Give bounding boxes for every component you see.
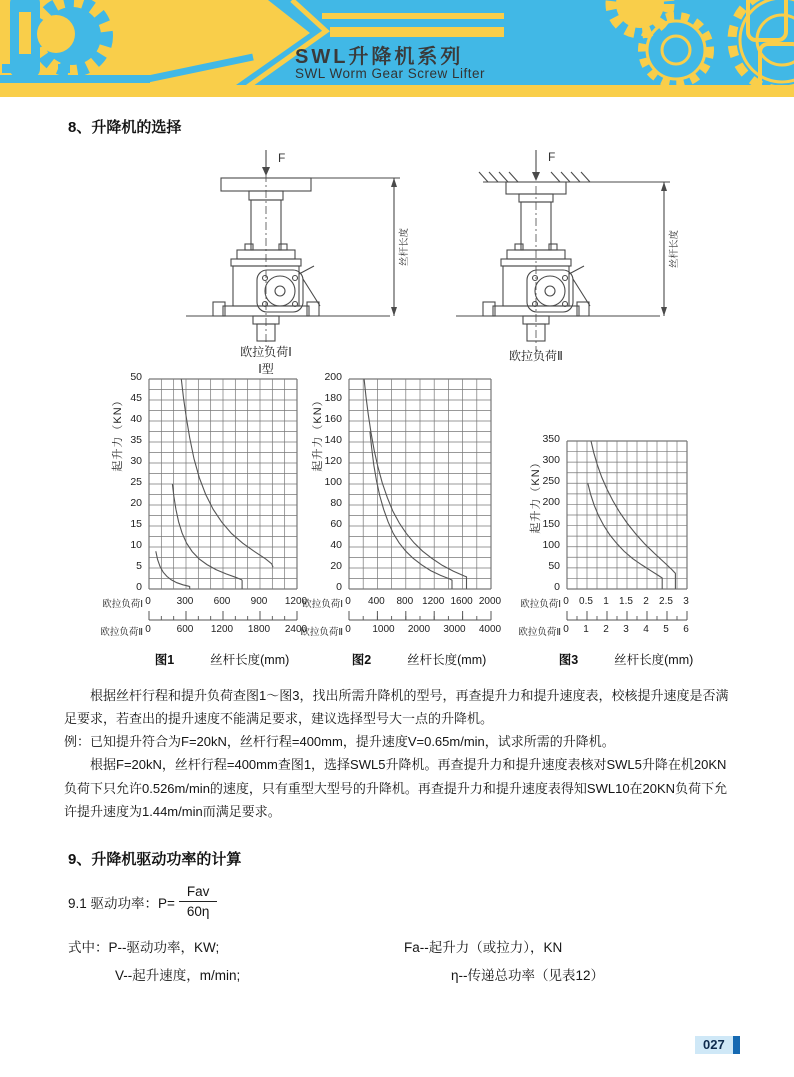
x-tick-label: 2000 [407,624,431,635]
data-curve [181,379,273,567]
y-tick-label: 0 [554,581,560,593]
drawing-left-type: Ⅰ型 [258,362,274,376]
section-8-title: 8、升降机的选择 [68,119,182,136]
y-tick-label: 250 [542,475,560,488]
drawing-left-caption: 欧拉负荷Ⅰ [240,345,292,359]
lifter-drawing-load1 [158,146,428,361]
y-tick-label: 300 [542,454,560,467]
x-tick-label: 3 [623,624,629,635]
figure-label: 图1 [154,653,175,667]
x-tick-label: 4000 [478,624,502,635]
x-axis-row-label: 欧拉负荷Ⅰ [102,599,143,610]
y-tick-label: 15 [130,518,142,530]
y-tick-label: 10 [130,539,142,551]
x-tick-label: 300 [176,596,194,607]
y-tick-label: 20 [130,497,142,509]
legend-v: V--起升速度，m/min; [115,968,241,984]
paragraph-1: 根据丝杆行程和提升负荷查图1～图3，找出所需升降机的型号，再查提升力和提升速度表，校核提升速度是否满足要求，若查出的提升速度不能满足要求，建议选择型号大一点的升降机。 [64,688,729,727]
data-curve [370,432,452,590]
page-header [0,0,794,97]
x-tick-label: 3000 [443,624,466,635]
legend-eta: η--传递总功率（见表12） [451,968,605,984]
chart-plot-fig2 [348,378,492,590]
x-axis-title: 丝杆长度(mm) [210,653,290,667]
formula-fraction [179,884,218,919]
chart-caption [526,650,726,668]
page-title: SWL升降机系列 [295,46,464,68]
y-tick-label: 180 [324,392,342,404]
x-tick-label: 2.5 [659,596,673,607]
x-axis-row-label: 欧拉负荷Ⅱ [100,627,143,638]
chart-plot-fig3 [566,440,688,590]
formula-denominator: 60η [186,904,210,919]
y-tick-label: 140 [324,434,342,446]
x-tick-label: 1.5 [619,596,633,607]
dim-label: 丝杆长度 [399,227,410,267]
y-tick-label: 50 [548,559,560,572]
x-axis-title: 丝杆长度(mm) [407,653,487,667]
x-axis-ruler [566,611,688,622]
chart-caption [308,650,530,668]
formula-label: 9.1 驱动功率：P= [68,895,175,911]
x-tick-label: 4 [643,624,649,635]
y-tick-label: 40 [130,413,142,425]
power-formula [68,884,217,919]
x-tick-label: 1200 [284,596,308,607]
x-axis-row-label: 欧拉负荷Ⅰ [302,599,343,610]
x-tick-label: 2 [643,596,649,607]
y-tick-label: 40 [330,539,342,551]
x-axis-title: 丝杆长度(mm) [614,653,694,667]
x-tick-label: 1200 [422,596,445,607]
x-tick-label: 1600 [450,596,473,607]
y-tick-label: 25 [130,476,142,488]
y-axis-label: 起升力（KN） [530,456,542,534]
y-tick-label: 200 [324,371,342,383]
x-tick-label: 0 [345,596,351,607]
x-tick-label: 800 [396,596,414,607]
x-tick-label: 0 [345,624,351,635]
y-tick-label: 80 [330,497,342,509]
page-number-bar [733,1036,740,1054]
dim-label: 丝杆长度 [669,229,680,269]
x-tick-label: 600 [213,596,231,607]
y-axis-label: 起升力（KN） [312,394,324,472]
body-text [64,684,732,823]
x-tick-label: 0 [145,596,151,607]
data-curve [156,551,190,589]
x-tick-label: 400 [368,596,385,607]
y-tick-label: 20 [330,560,342,572]
x-tick-label: 1000 [372,624,395,635]
y-tick-label: 60 [330,518,342,530]
formula-numerator: Fav [179,884,218,902]
y-tick-label: 0 [136,581,142,593]
y-tick-label: 45 [130,392,142,404]
x-tick-label: 6 [683,624,689,635]
y-tick-label: 35 [130,434,142,446]
paragraph-2: 例：已知提升符合为F=20kN，丝杆行程=400mm，提升速度V=0.65m/min，试求所需的升降机。 [64,734,615,750]
y-tick-label: 350 [542,433,560,445]
x-tick-label: 600 [176,624,194,635]
page-number: 027 [695,1036,733,1054]
charts-row [0,368,794,673]
y-tick-label: 50 [130,371,142,383]
x-tick-label: 0 [563,596,569,607]
figure-label: 图3 [558,653,579,667]
x-tick-label: 0 [145,624,151,635]
y-tick-label: 100 [324,476,342,488]
section-9-title: 9、升降机驱动功率的计算 [68,851,242,868]
x-axis-ruler [148,611,298,622]
x-axis-row-label: 欧拉负荷Ⅱ [300,627,343,638]
y-tick-label: 100 [542,538,560,551]
x-tick-label: 2000 [478,596,502,607]
x-axis-row-label: 欧拉负荷Ⅰ [520,599,561,610]
paragraph-3: 根据F=20kN，丝杆行程=400mm查图1，选择SWL5升降机。再查提升力和提升速度表核对SWL5升降在机20KN负荷下只允许0.526m/min的速度，只有重型大型号的升降机。再查提升力和提升速度表得知SWL10在20KN负荷下允许提升速度为1.44m/min而满足要求。 [64,757,728,819]
y-tick-label: 200 [542,496,560,509]
x-tick-label: 0 [563,624,569,635]
x-tick-label: 1 [603,596,609,607]
chart-plot-fig1 [148,378,298,590]
legend-p: 式中：P--驱动功率，KW; [68,940,220,955]
x-tick-label: 2 [603,624,609,635]
force-label: F [548,150,556,164]
lifter-drawing-load2 [428,146,698,361]
y-tick-label: 0 [336,581,342,593]
force-label: F [278,151,286,165]
page-footer [695,1036,740,1054]
x-tick-label: 900 [250,596,268,607]
x-axis-ruler [348,611,492,622]
y-tick-label: 30 [130,455,142,467]
x-tick-label: 1 [583,624,589,635]
y-tick-label: 120 [324,455,342,467]
y-tick-label: 5 [136,560,142,572]
page-subtitle: SWL Worm Gear Screw Lifter [295,66,486,81]
formula-legend [68,934,604,991]
x-tick-label: 1800 [247,624,271,635]
drawing-right-caption: 欧拉负荷Ⅱ [509,349,563,363]
x-tick-label: 1200 [210,624,234,635]
x-tick-label: 0.5 [579,596,593,607]
x-tick-label: 2400 [284,624,308,635]
x-axis-row-label: 欧拉负荷Ⅱ [518,627,561,638]
figure-label: 图2 [351,653,372,667]
y-tick-label: 150 [542,517,560,530]
chart-caption [108,650,336,668]
y-axis-label: 起升力（KN） [112,394,124,472]
x-tick-label: 3 [683,596,689,607]
x-tick-label: 5 [663,624,669,635]
y-tick-label: 160 [324,413,342,425]
legend-fa: Fa--起升力（或拉力），KN [404,940,563,955]
